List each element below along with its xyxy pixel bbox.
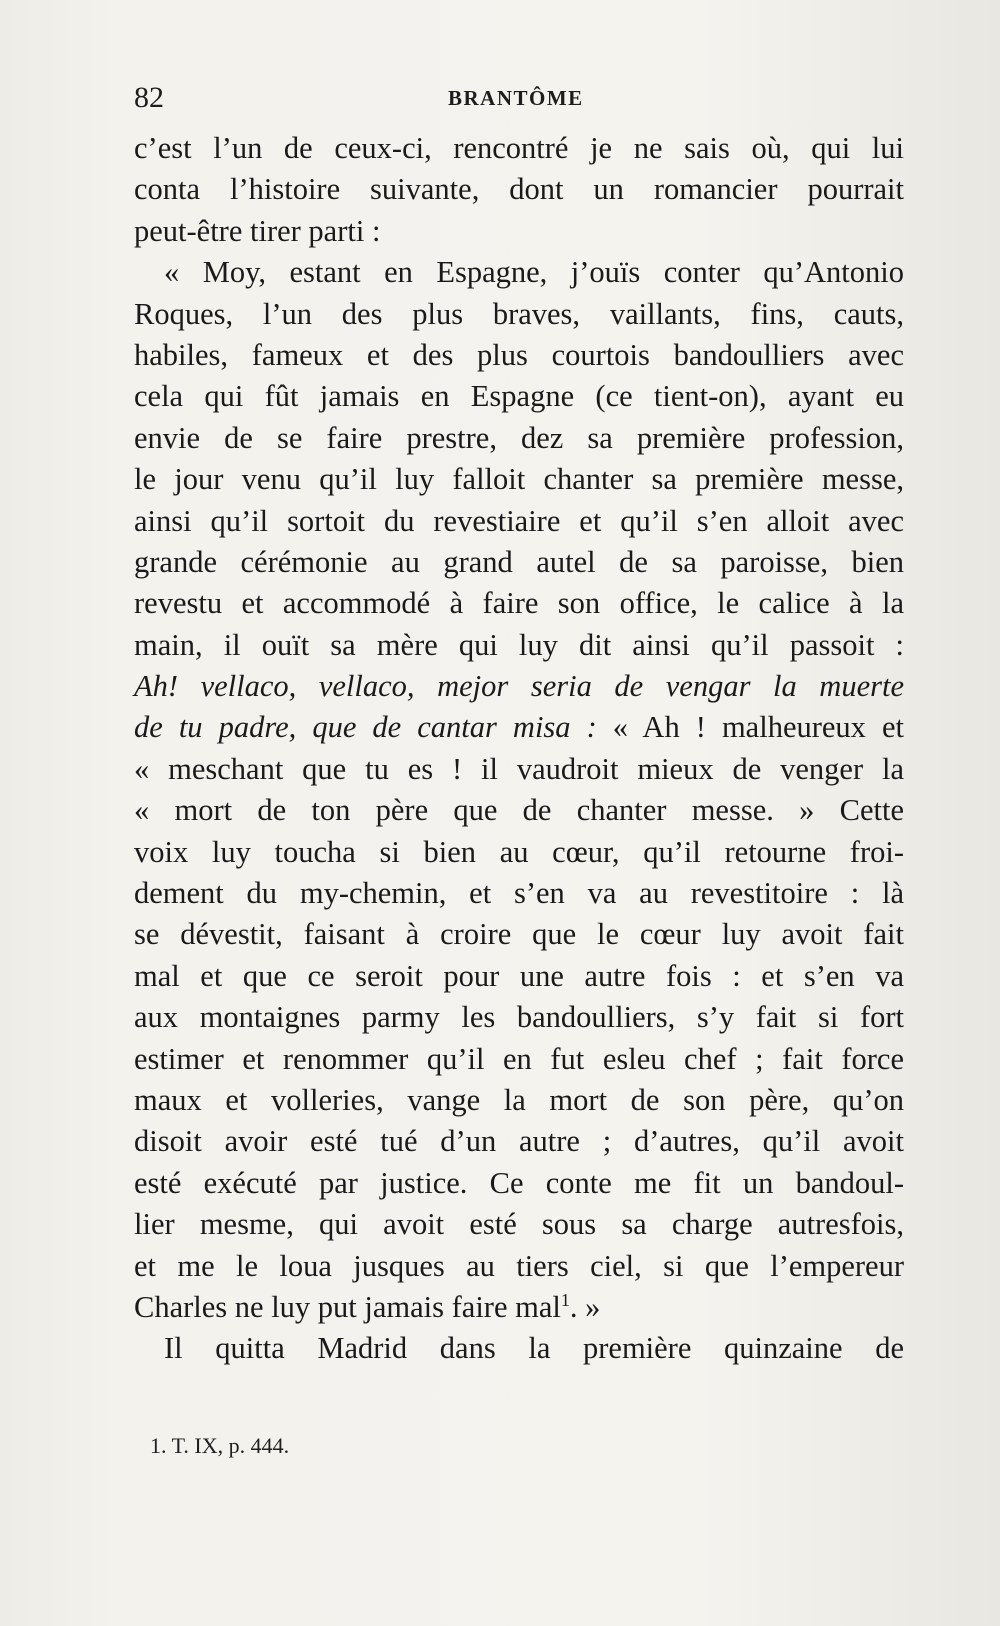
text-line: lier mesme, qui avoit esté sous sa charge autresfois, (134, 1207, 904, 1242)
text-line: « mort de ton père que de chanter messe. » Cette (134, 793, 904, 828)
text-line: et me le loua jusques au tiers ciel, si que l’empereur (134, 1248, 904, 1283)
page-header (134, 80, 904, 116)
text-line: maux et volleries, vange la mort de son père, qu’on (134, 1082, 904, 1117)
text-line: « meschant que tu es ! il vaudroit mieux de venger la (134, 751, 904, 786)
text-line: mal et que ce seroit pour une autre fois : et s’en va (134, 958, 904, 993)
text-line-with-footnote-ref (134, 1287, 904, 1328)
text-line: voix luy toucha si bien au cœur, qu’il retourne froi- (134, 834, 904, 869)
text-line: conta l’histoire suivante, dont un romancier pourrait (134, 172, 904, 207)
text-line: Il quitta Madrid dans la première quinzaine de (164, 1331, 904, 1366)
spanish-quote-line: Ah! vellaco, vellaco, mejor seria de vengar la muerte (134, 669, 904, 704)
mixed-quote-line (134, 707, 904, 748)
text-line: revestu et accommodé à faire son office, le calice à la (134, 586, 904, 621)
text-line: envie de se faire prestre, dez sa première profession, (134, 420, 904, 455)
text-fragment: Charles ne luy put jamais faire mal (134, 1289, 561, 1324)
page-number: 82 (134, 81, 164, 114)
text-line: « Moy, estant en Espagne, j’ouïs conter qu’Antonio (164, 255, 904, 290)
spanish-quote-fragment: de tu padre, que de cantar misa : (134, 710, 597, 745)
text-line: Roques, l’un des plus braves, vaillants, fins, cauts, (134, 296, 904, 331)
text-line: ainsi qu’il sortoit du revestiaire et qu’il s’en alloit avec (134, 503, 904, 538)
text-line: le jour venu qu’il luy falloit chanter sa première messe, (134, 462, 904, 497)
text-line: esté exécuté par justice. Ce conte me fit un bandoul- (134, 1165, 904, 1200)
running-head: BRANTÔME (448, 86, 584, 110)
text-line: habiles, fameux et des plus courtois bandoulliers avec (134, 337, 904, 372)
body-text (134, 128, 904, 1370)
footnote-ref: 1 (560, 1289, 570, 1310)
text-line: grande cérémonie au grand autel de sa paroisse, bien (134, 544, 904, 579)
text-line: disoit avoir esté tué d’un autre ; d’autres, qu’il avoit (134, 1124, 904, 1159)
text-line: c’est l’un de ceux-ci, rencontré je ne sais où, qui lui (134, 131, 904, 165)
footnote: 1. T. IX, p. 444. (150, 1433, 290, 1458)
text-line: dement du my-chemin, et s’en va au revestitoire : là (134, 876, 904, 911)
text-line: cela qui fût jamais en Espagne (ce tient-on), ayant eu (134, 379, 904, 414)
text-line: se dévestit, faisant à croire que le cœur luy avoit fait (134, 917, 904, 952)
text-line: estimer et renommer qu’il en fut esleu chef ; fait force (134, 1041, 904, 1076)
text-line: main, il ouït sa mère qui luy dit ainsi qu’il passoit : (134, 627, 904, 662)
text-line: peut-être tirer parti : (134, 213, 381, 248)
text-fragment: . » (569, 1289, 601, 1324)
translation-fragment: « Ah ! malheureux et (596, 710, 904, 745)
text-line: aux montaignes parmy les bandoulliers, s’y fait si fort (134, 1000, 904, 1035)
